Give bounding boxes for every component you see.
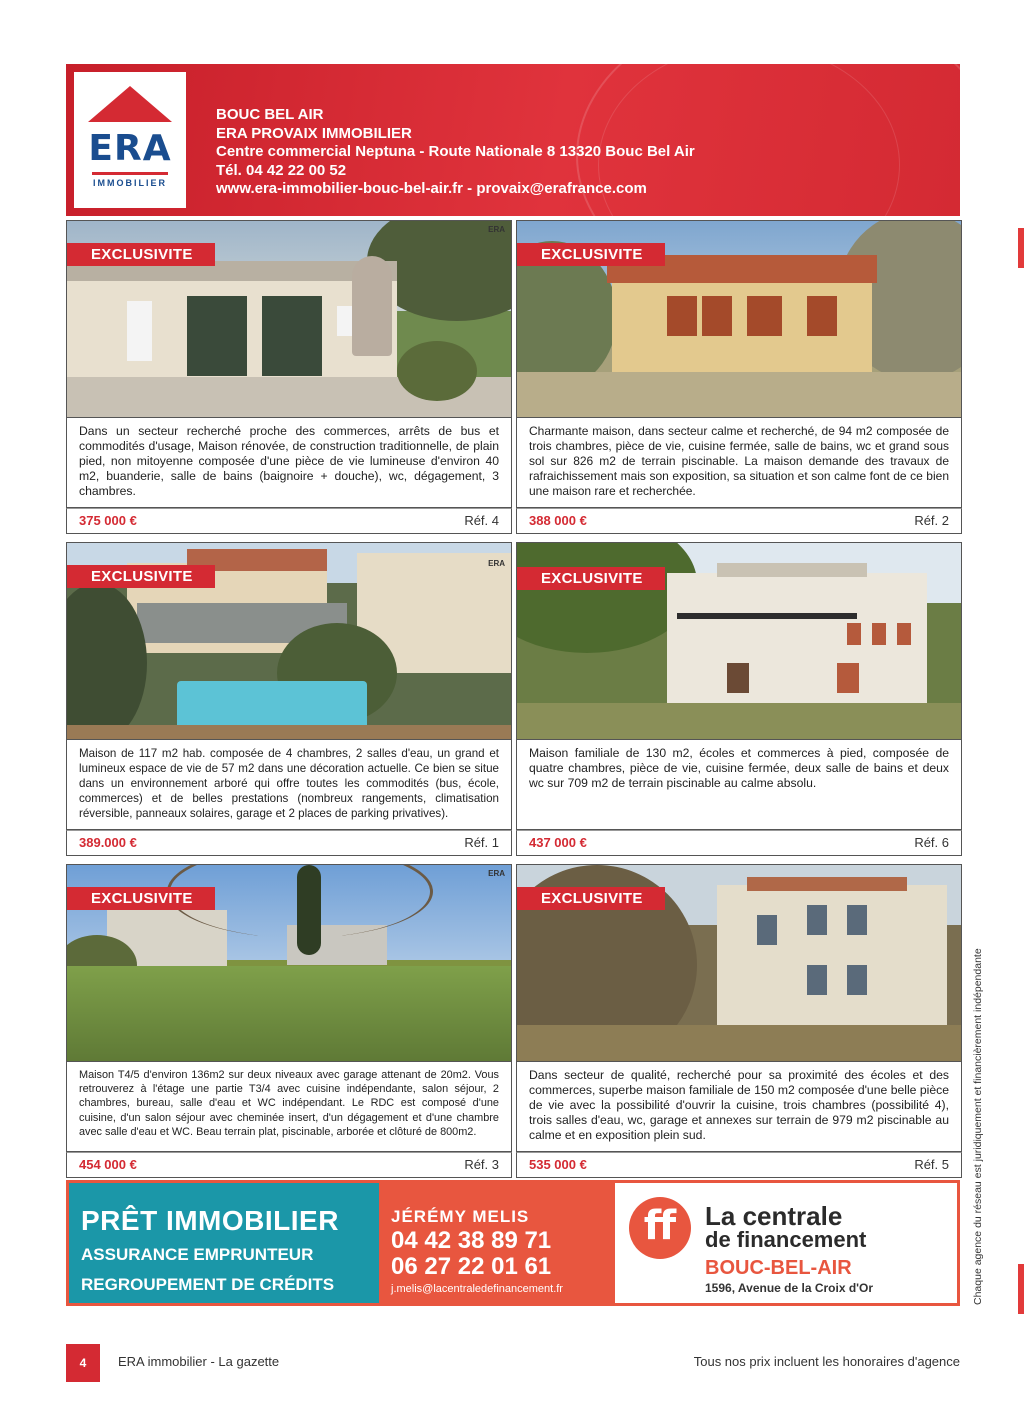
listing-card[interactable] xyxy=(66,542,512,856)
listing-card[interactable] xyxy=(516,220,962,534)
listing-price: 388 000 € xyxy=(529,513,587,528)
listing-description: Maison familiale de 130 m2, écoles et commerces à pied, composée de quatre chambres, pièce de vie, cuisine fermée, deux salle de bains et deux wc sur 709 m2 de terrain piscinable au calme absolu. xyxy=(516,740,962,830)
listing-card[interactable] xyxy=(516,864,962,1178)
exclusivity-badge: EXCLUSIVITE xyxy=(517,887,665,910)
listing-ref: Réf. 6 xyxy=(914,835,949,850)
agency-header xyxy=(66,64,960,216)
contact-phone-1[interactable]: 04 42 38 89 71 xyxy=(391,1227,552,1254)
listing-footer xyxy=(66,830,512,856)
listing-footer xyxy=(66,1152,512,1178)
listing-footer xyxy=(516,508,962,534)
property-photo xyxy=(66,542,512,740)
financing-ad-banner[interactable] xyxy=(66,1180,960,1306)
era-watermark: ERA xyxy=(488,559,505,568)
listing-card[interactable] xyxy=(66,864,512,1178)
consolidation-line: REGROUPEMENT DE CRÉDITS xyxy=(81,1275,335,1294)
listing-price: 375 000 € xyxy=(79,513,137,528)
listing-price: 454 000 € xyxy=(79,1157,137,1172)
listing-description: Dans secteur de qualité, recherché pour sa proximité des écoles et des commerces, superbe maison familiale de 150 m2 composée d'une belle pièce de vie avec la possibilité d'ouvrir la cuisine, trois chambres (possibilité 4), trois salles d'eau, wc, garage et annexes sur terrain de 979 m2 piscinable au calme et en exposition plein sud. xyxy=(516,1062,962,1152)
listing-description: Charmante maison, dans secteur calme et recherché, de 94 m2 composée de trois chambres, pièce de vie, cuisine fermée, salle de bains, wc et grand sous sol sur 826 m2 de terrain piscinable. La maison demande des travaux de rafraichissement mais son exposition, sa situation et son calme font de ce bien une maison rare et recherchée. xyxy=(516,418,962,508)
agency-name: ERA PROVAIX IMMOBILIER xyxy=(216,124,412,142)
listing-price: 535 000 € xyxy=(529,1157,587,1172)
agency-phone: Tél. 04 42 22 00 52 xyxy=(216,161,347,179)
listing-card[interactable] xyxy=(516,542,962,856)
contact-panel xyxy=(379,1183,615,1303)
agency-info xyxy=(216,106,695,199)
agency-city: BOUC BEL AIR xyxy=(216,106,324,123)
logo-roof-icon xyxy=(88,86,172,122)
listing-ref: Réf. 1 xyxy=(464,835,499,850)
listing-footer xyxy=(516,1152,962,1178)
era-watermark: ERA xyxy=(488,225,505,234)
brand-address: 1596, Avenue de la Croix d'Or xyxy=(705,1281,874,1295)
lcf-logo-icon: ff xyxy=(629,1197,691,1259)
agency-web-email[interactable]: www.era-immobilier-bouc-bel-air.fr - provaix@erafrance.com xyxy=(216,180,647,197)
listing-ref: Réf. 5 xyxy=(914,1157,949,1172)
property-photo xyxy=(66,220,512,418)
listing-footer xyxy=(516,830,962,856)
loan-title: PRÊT IMMOBILIER xyxy=(81,1205,339,1236)
property-photo xyxy=(516,542,962,740)
independence-note: Chaque agence du réseau est juridiquement et financièrement indépendante xyxy=(972,948,984,1305)
contact-phone-2[interactable]: 06 27 22 01 61 xyxy=(391,1253,552,1280)
agency-address: Centre commercial Neptuna - Route Nationale 8 13320 Bouc Bel Air xyxy=(216,143,695,160)
era-logo: ERA IMMOBILIER xyxy=(74,72,186,208)
exclusivity-badge: EXCLUSIVITE xyxy=(517,243,665,266)
listing-price: 389.000 € xyxy=(79,835,137,850)
listing-description: Maison T4/5 d'environ 136m2 sur deux niveaux avec garage attenant de 20m2. Vous retrouverez à l'étage une partie T3/4 avec cuisine indépendante, salon séjour, 2 chambres, bureau, salle d'eau et WC indépendant. Le RDC est composé d'une cuisine, d'un salon séjour avec cheminée insert, d'un dégagement et d'une chambre avec salle d'eau et WC. Beau terrain plat, piscinable, arborée et clôturé de 800m2. xyxy=(66,1062,512,1152)
edge-marker xyxy=(1018,1264,1024,1314)
exclusivity-badge: EXCLUSIVITE xyxy=(517,567,665,590)
fees-disclaimer: Tous nos prix incluent les honoraires d'agence xyxy=(693,1354,960,1369)
listing-card[interactable] xyxy=(66,220,512,534)
listing-ref: Réf. 4 xyxy=(464,513,499,528)
edge-marker xyxy=(1018,228,1024,268)
contact-name: JÉRÉMY MELIS xyxy=(391,1207,530,1226)
property-photo xyxy=(516,220,962,418)
brand-panel xyxy=(615,1183,957,1303)
listing-price: 437 000 € xyxy=(529,835,587,850)
exclusivity-badge: EXCLUSIVITE xyxy=(67,887,215,910)
exclusivity-badge: EXCLUSIVITE xyxy=(67,565,215,588)
page-number: 4 xyxy=(66,1344,100,1382)
listing-ref: Réf. 3 xyxy=(464,1157,499,1172)
listing-ref: Réf. 2 xyxy=(914,513,949,528)
listing-footer xyxy=(66,508,512,534)
contact-email[interactable]: j.melis@lacentraledefinancement.fr xyxy=(391,1283,563,1295)
listing-description: Maison de 117 m2 hab. composée de 4 chambres, 2 salles d'eau, un grand et lumineux espace de vie de 57 m2 dans une décoration actuelle. Ce bien se situe dans un environnement arboré qui offre toutes les commodités (bus, école, commerces) et de belles prestations (nombreux rangements, climatisation réversible, panneaux solaires, garage et 2 places de parking privatives). xyxy=(66,740,512,830)
exclusivity-badge: EXCLUSIVITE xyxy=(67,243,215,266)
brand-city: BOUC-BEL-AIR xyxy=(705,1257,852,1279)
insurance-line: ASSURANCE EMPRUNTEUR xyxy=(81,1245,314,1264)
listing-description: Dans un secteur recherché proche des commerces, arrêts de bus et commodités d'usage, Maison rénovée, de construction traditionnelle, de plain pied, non mitoyenne composée d'une pièce de vie lumineuse d'environ 40 m2, buanderie, salle de bains (baignoire + douche), wc, dégagement, 3 chambres. xyxy=(66,418,512,508)
era-watermark: ERA xyxy=(488,869,505,878)
property-photo xyxy=(516,864,962,1062)
brand-name-line2: de financement xyxy=(705,1227,867,1252)
property-photo xyxy=(66,864,512,1062)
loan-services-panel xyxy=(69,1183,379,1303)
brand-name-line1: La centrale xyxy=(705,1201,843,1231)
publication-title: ERA immobilier - La gazette xyxy=(118,1354,280,1369)
